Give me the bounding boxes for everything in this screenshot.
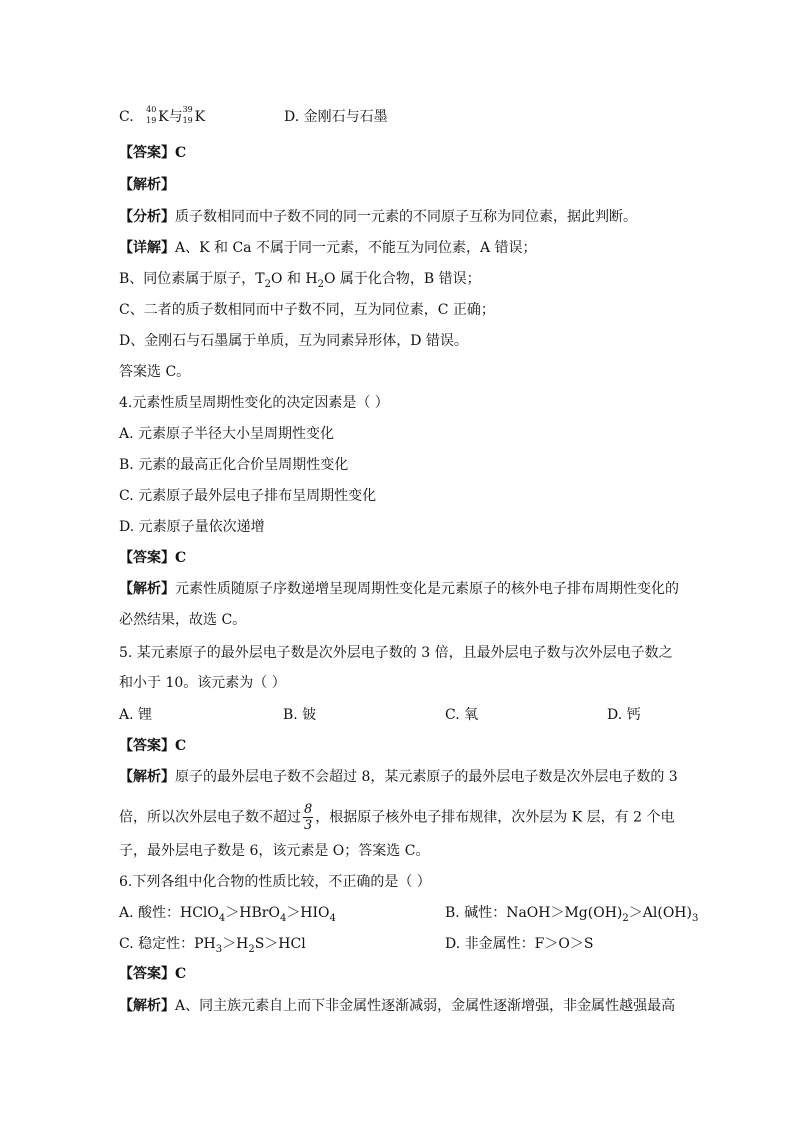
q3-xiangjie: 【详解】A、K 和 Ca 不属于同一元素，不能互为同位素，A 错误； (119, 240, 537, 256)
q5-option-d: D. 钙 (607, 707, 641, 723)
q3-line-b: B、同位素属于原子，$T_2O$ 和 $H_2O$ 属于化合物，B 错误； (119, 271, 481, 290)
q4-option-d: D. 元素原子量依次递增 (119, 519, 265, 535)
fraction: $\frac{8}{3}$ (304, 802, 313, 833)
q5-option-b: B. 铍 (283, 707, 317, 723)
q6-analysis: 【解析】A、同主族元素自上而下非金属性逐渐减弱，金属性逐渐增强，非金属性越强最高 (119, 998, 676, 1014)
q5-stem-line1: 5. 某元素原子的最外层电子数是次外层电子数的 3 倍，且最外层电子数与次外层电子数之 (119, 645, 673, 661)
q4-analysis-cont: 必然结果，故选 C。 (119, 612, 247, 628)
q4-stem: 4.元素性质呈周期性变化的决定因素是（ ） (119, 395, 389, 411)
q5-option-c: C. 氧 (445, 707, 479, 723)
isotope-notation: 39 19 (182, 105, 193, 125)
isotope-notation: 40 19 (146, 105, 157, 125)
q6-option-b: B. 碱性：$NaOH>Mg(OH)_2>Al(OH)_3$ (445, 905, 699, 924)
q3-option-c: C. 40 19 K与 39 19 K (119, 105, 206, 125)
q3-line-c: C、二者的质子数相同而中子数不同，互为同位素，C 正确； (119, 302, 495, 318)
q6-option-a: A. 酸性：$HClO_4>HBrO_4>HIO_4$ (119, 905, 336, 924)
q6-stem: 6.下列各组中化合物的性质比较，不正确的是（ ） (119, 874, 431, 890)
q3-fenxi: 【分析】质子数相同而中子数不同的同一元素的不同原子互称为同位素，据此判断。 (119, 209, 637, 225)
q6-option-c: C. 稳定性：$PH_3>H_2S>HCl$ (119, 936, 306, 955)
q5-analysis-line3: 子，最外层电子数是 6，该元素是 O；答案选 C。 (119, 843, 430, 859)
q6-option-d: D. 非金属性：F＞O＞S (445, 936, 594, 952)
q4-analysis: 【解析】元素性质随原子序数递增呈现周期性变化是元素原子的核外电子排布周期性变化的 (119, 581, 679, 597)
q4-option-a: A. 元素原子半径大小呈周期性变化 (119, 426, 335, 442)
q4-answer: 【答案】C (119, 550, 187, 566)
q3-line-d: D、金刚石与石墨属于单质，互为同素异形体，D 错误。 (119, 333, 468, 349)
q5-stem-line2: 和小于 10。该元素为（ ） (119, 675, 286, 691)
q3-answer: 【答案】C (119, 145, 187, 161)
q5-answer: 【答案】C (119, 738, 187, 754)
q4-option-c: C. 元素原子最外层电子排布呈周期性变化 (119, 488, 377, 504)
q5-analysis-line2: 倍，所以次外层电子数不超过 $\frac{8}{3}$ ，根据原子核外电子排布规律，次外层为 K 层，有 2 个电 (119, 802, 675, 833)
q6-answer: 【答案】C (119, 966, 187, 982)
q3-option-d: D. 金刚石与石墨 (284, 109, 388, 125)
q4-option-b: B. 元素的最高正化合价呈周期性变化 (119, 457, 349, 473)
q3-conclusion: 答案选 C。 (119, 364, 191, 380)
q5-option-a: A. 锂 (119, 707, 153, 723)
q5-analysis: 【解析】原子的最外层电子数不会超过 8，某元素原子的最外层电子数是次外层电子数的 3 (119, 769, 678, 785)
q3-analysis-heading: 【解析】 (119, 177, 175, 193)
